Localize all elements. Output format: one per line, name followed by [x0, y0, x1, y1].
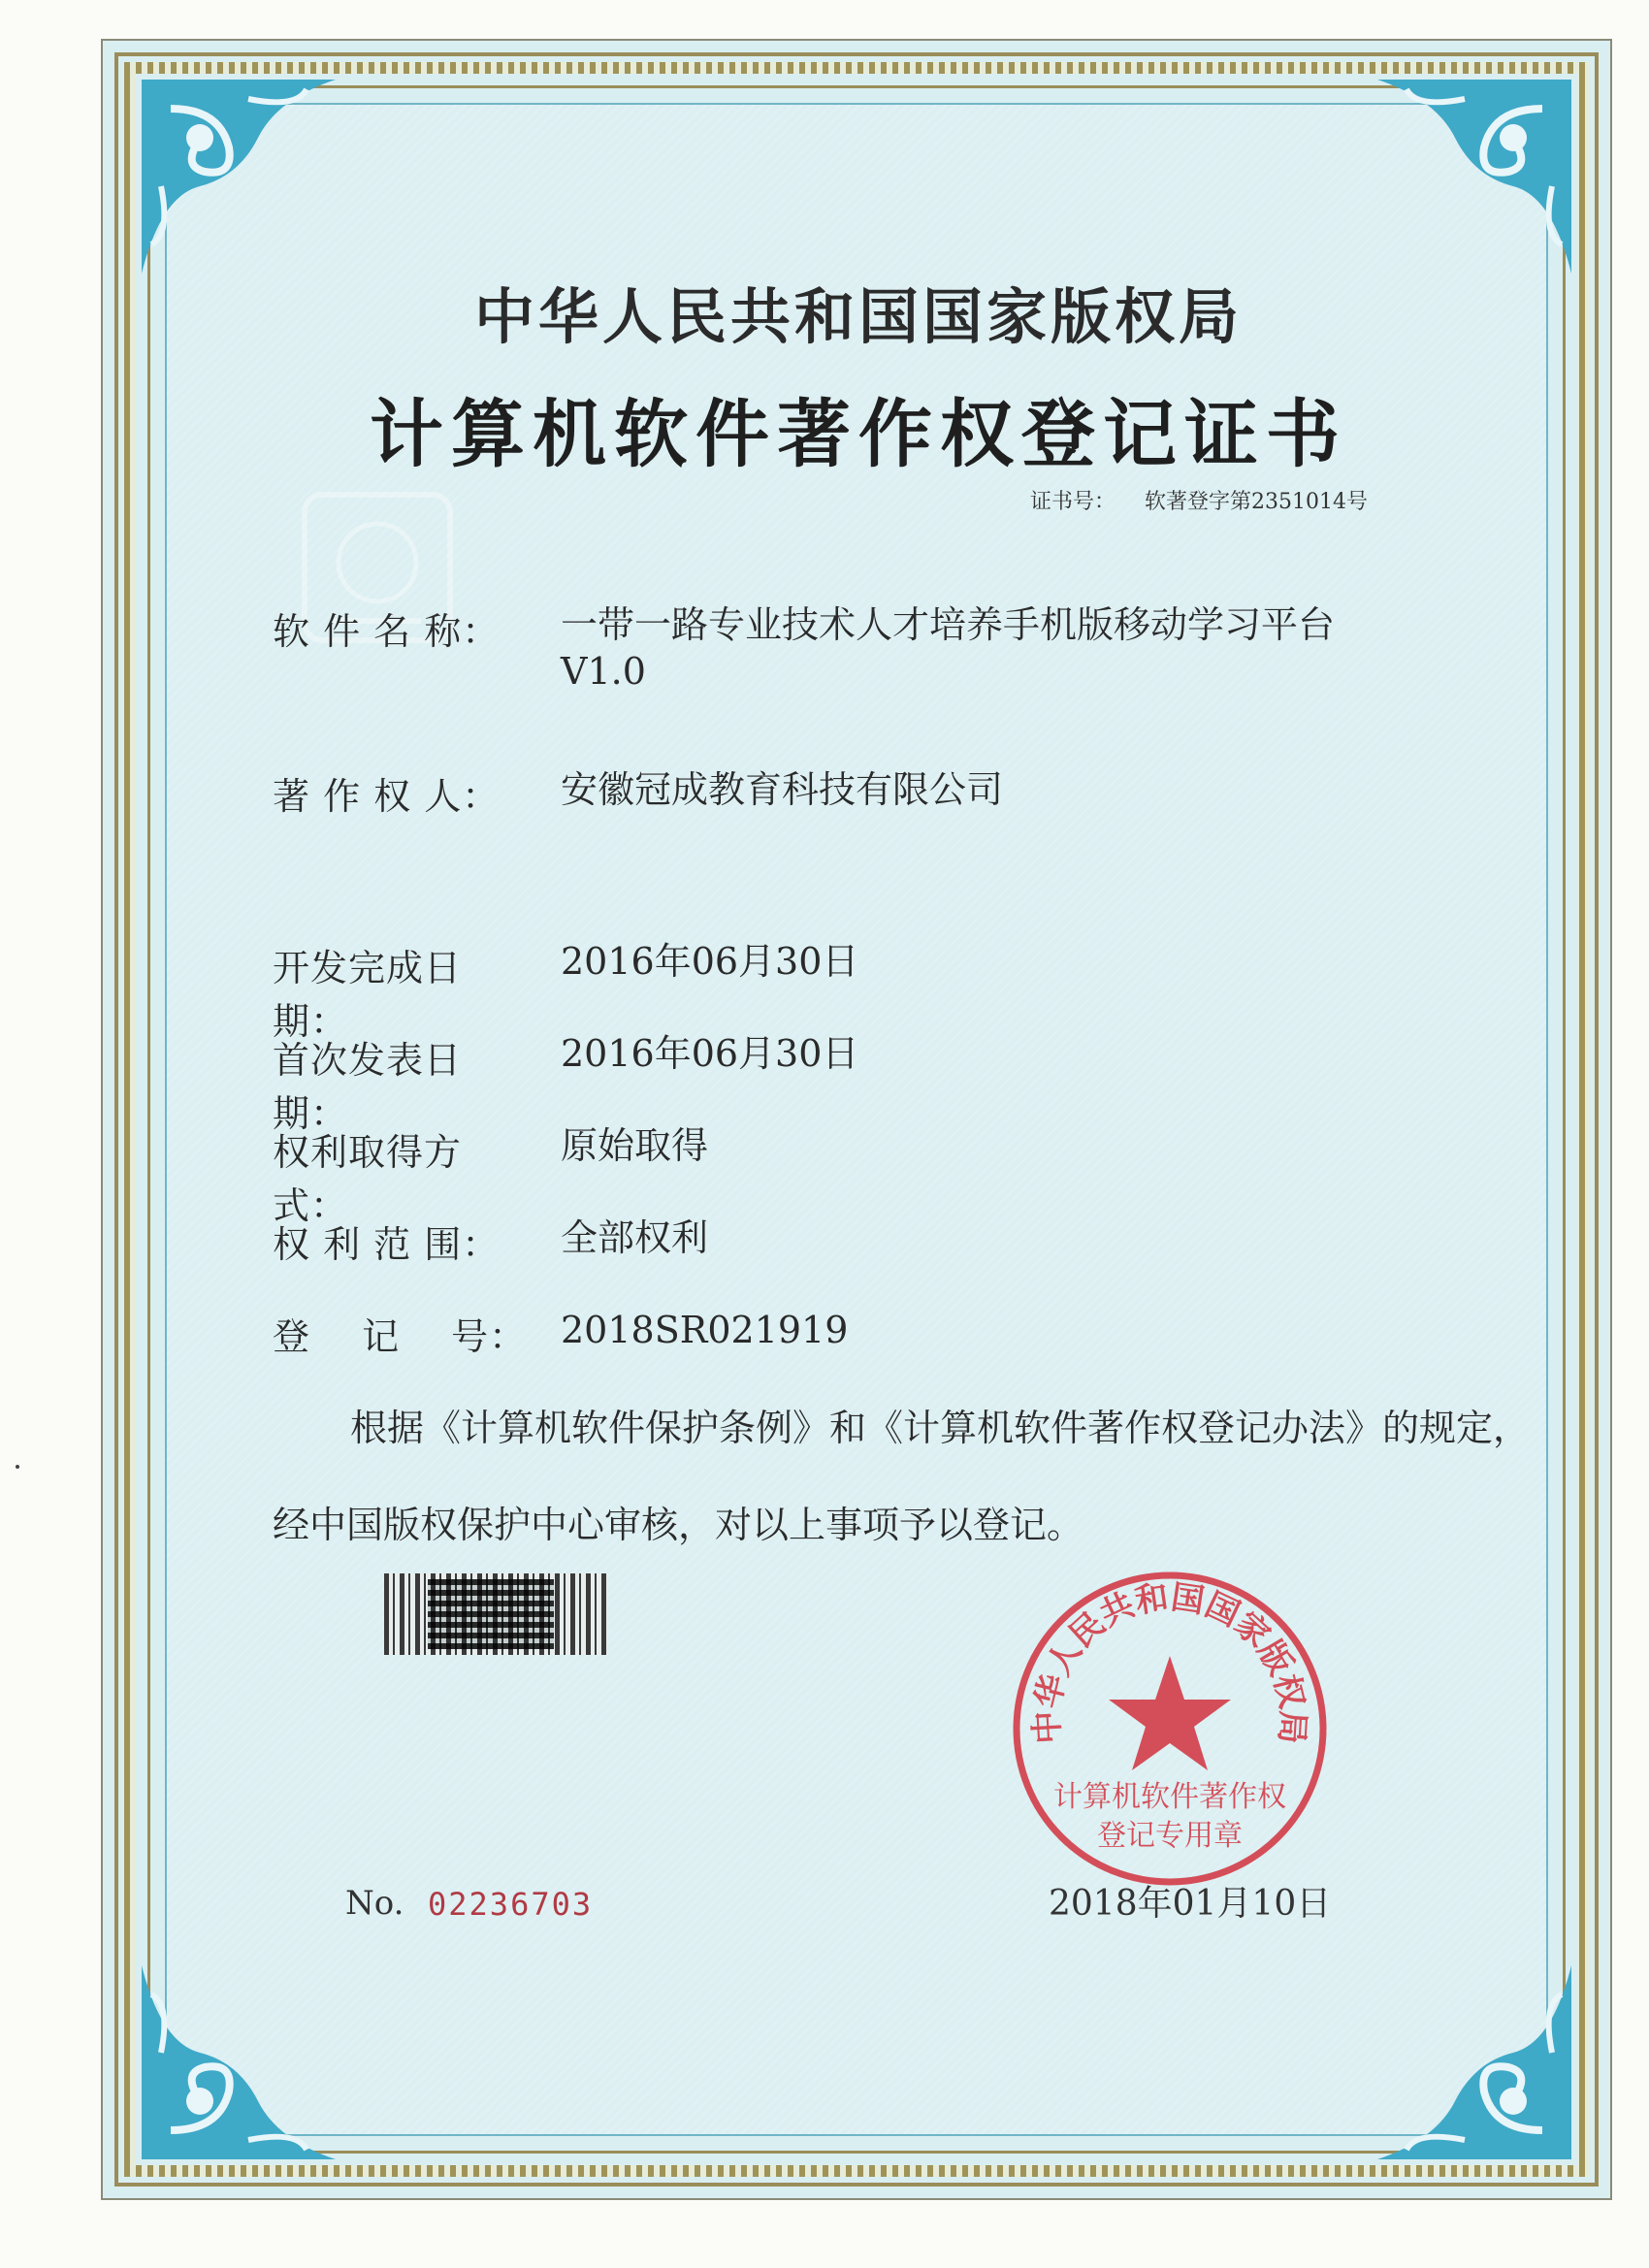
scroll-ornament-icon [132, 1956, 345, 2169]
official-seal [1010, 1569, 1330, 1889]
completion-date-label: 开发完成日期： [273, 947, 463, 1043]
certificate [101, 39, 1612, 2200]
rights-scope-value: 全部权利 [561, 1216, 709, 1259]
software-name-line1: 一带一路专业技术人才培养手机版移动学习平台 [561, 603, 1336, 646]
certificate-number-value: 软著登字第2351014号 [1145, 490, 1368, 514]
qr-code [428, 1579, 554, 1649]
software-name-value [561, 601, 1492, 695]
registration-number-label: 登 记 号： [273, 1315, 528, 1358]
scroll-ornament-icon [1368, 1956, 1581, 2169]
registration-number-value: 2018SR021919 [561, 1309, 849, 1351]
serial-label: No. [345, 1884, 404, 1923]
scroll-ornament-icon [1368, 70, 1581, 283]
copyright-owner-label: 著 作 权 人： [273, 775, 501, 818]
issuing-organization: 中华人民共和国国家版权局 [473, 281, 1243, 352]
serial-number: 02236703 [428, 1886, 594, 1923]
first-publication-date-label: 首次发表日期： [273, 1039, 463, 1135]
rights-scope-label: 权 利 范 围： [273, 1223, 501, 1266]
seal-ring-text: 中华人民共和国国家版权局 [1029, 1579, 1310, 1745]
issue-date: 2018年01月10日 [1049, 1884, 1332, 1924]
legal-basis-statement: 根据《计算机软件保护条例》和《计算机软件著作权登记办法》的规定，经中国版权保护中心审核，对以上事项予以登记。 [273, 1407, 1531, 1546]
acquisition-method-label: 权利取得方式： [273, 1131, 463, 1227]
seal-line1: 计算机软件著作权 [1053, 1781, 1286, 1813]
copyright-owner-value: 安徽冠成教育科技有限公司 [561, 768, 1004, 811]
certificate-number [1030, 485, 1368, 515]
star-icon [1109, 1656, 1231, 1770]
acquisition-method-value: 原始取得 [561, 1124, 709, 1167]
certificate-number-label: 证书号： [1030, 490, 1116, 514]
scan-speck [16, 1465, 19, 1469]
software-name-line2: V1.0 [561, 650, 646, 693]
seal-line2: 登记专用章 [1097, 1820, 1243, 1852]
completion-date-value: 2016年06月30日 [561, 940, 859, 983]
certificate-title: 计算机软件著作权登记证书 [370, 391, 1347, 477]
scroll-ornament-icon [132, 70, 345, 283]
software-name-label: 软 件 名 称： [273, 610, 501, 653]
first-publication-date-value: 2016年06月30日 [561, 1032, 859, 1075]
